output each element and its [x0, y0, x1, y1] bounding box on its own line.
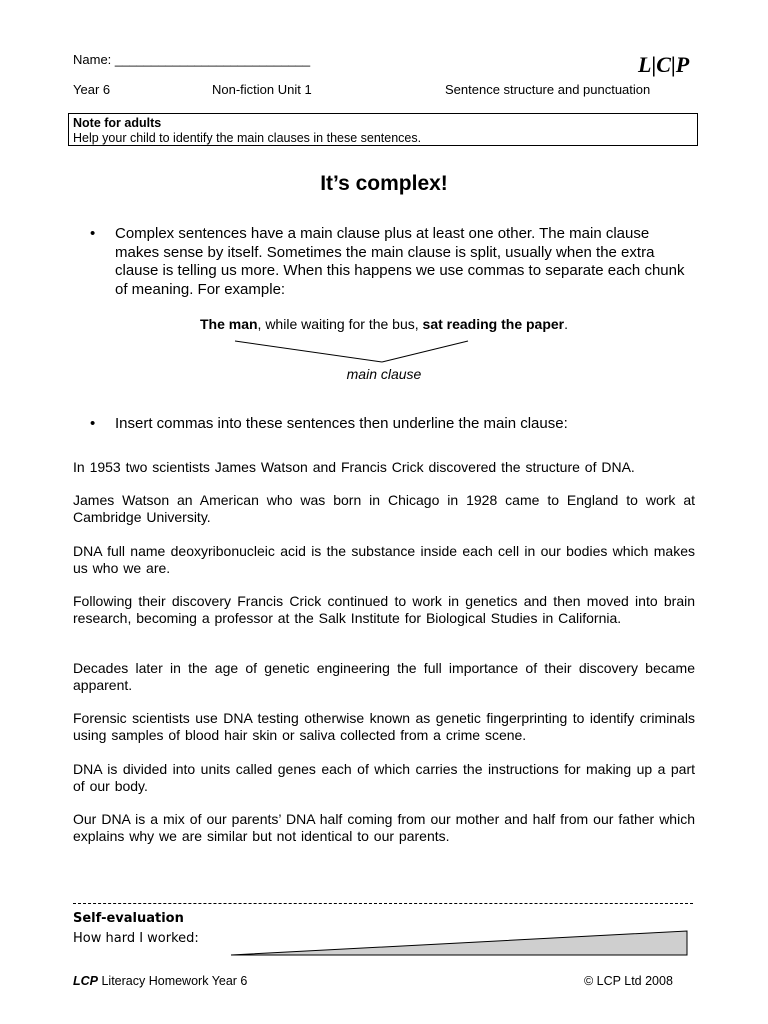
- note-title: Note for adults: [73, 116, 162, 130]
- topic-label: Sentence structure and punctuation: [445, 82, 651, 97]
- lcp-logo: L|C|P: [638, 52, 690, 77]
- example-main-clause-end: sat reading the paper: [422, 316, 565, 332]
- bullet-icon: •: [90, 415, 96, 432]
- effort-wedge-shape[interactable]: [231, 931, 687, 955]
- sentence-3: DNA full name deoxyribonucleic acid is the substance inside each cell in our bodies which makes us who we are.: [73, 543, 695, 576]
- pointer-line-left: [235, 341, 382, 362]
- self-evaluation-title: Self-evaluation: [73, 911, 184, 926]
- main-clause-pointer-lines: [230, 336, 475, 368]
- sentence-8: Our DNA is a mix of our parents’ DNA half coming from our mother and half from our father which explains why we are similar but not identical to our parents.: [73, 811, 695, 844]
- effort-label: How hard I worked:: [73, 931, 199, 946]
- footer-title: [73, 974, 247, 988]
- sentence-5: Decades later in the age of genetic engineering the full importance of their discovery became apparent.: [73, 660, 695, 693]
- footer-copyright: © LCP Ltd 2008: [584, 974, 673, 988]
- name-field-label: Name: ___________________________: [73, 52, 311, 67]
- bullet-intro-text: Complex sentences have a main clause plus at least one other. The main clause makes sense by itself. Sometimes the main clause is split, usually when the extra clause is telling us more. When this happens we use commas to separate each chunk of meaning. For example:: [115, 225, 685, 298]
- example-main-clause-start: The man: [199, 316, 258, 332]
- sentence-7: DNA is divided into units called genes each of which carries the instructions for making up a part of our body.: [73, 761, 695, 794]
- bullet-intro: [90, 225, 690, 299]
- year-label: Year 6: [73, 82, 111, 97]
- bullet-icon: •: [90, 225, 96, 242]
- note-text: Help your child to identify the main clauses in these sentences.: [73, 131, 422, 145]
- note-for-adults-box: [68, 113, 698, 146]
- bullet-instruction: [90, 415, 690, 434]
- example-extra-clause: , while waiting for the bus,: [257, 316, 423, 332]
- pointer-line-right: [382, 341, 468, 362]
- unit-label: Non-fiction Unit 1: [212, 82, 312, 97]
- bullet-instruction-text: Insert commas into these sentences then underline the main clause:: [115, 415, 568, 432]
- footer-text: Literacy Homework Year 6: [98, 974, 248, 988]
- example-sentence: [0, 316, 768, 332]
- page-title: It’s complex!: [320, 172, 448, 195]
- footer-brand: LCP: [73, 974, 98, 988]
- main-clause-caption: main clause: [346, 366, 422, 382]
- sentence-2: James Watson an American who was born in Chicago in 1928 came to England to work at Cambridge University.: [73, 492, 695, 525]
- sentence-6: Forensic scientists use DNA testing otherwise known as genetic fingerprinting to identify criminals using samples of blood hair skin or saliva collected from a crime scene.: [73, 710, 695, 743]
- dashed-divider: [73, 903, 693, 904]
- effort-scale-wedge[interactable]: [228, 928, 690, 958]
- sentence-1: In 1953 two scientists James Watson and Francis Crick discovered the structure of DNA.: [73, 459, 635, 475]
- example-full-stop: .: [564, 316, 569, 332]
- sentence-4: Following their discovery Francis Crick continued to work in genetics and then moved into brain research, becoming a professor at the Salk Institute for Biological Studies in California.: [73, 593, 695, 626]
